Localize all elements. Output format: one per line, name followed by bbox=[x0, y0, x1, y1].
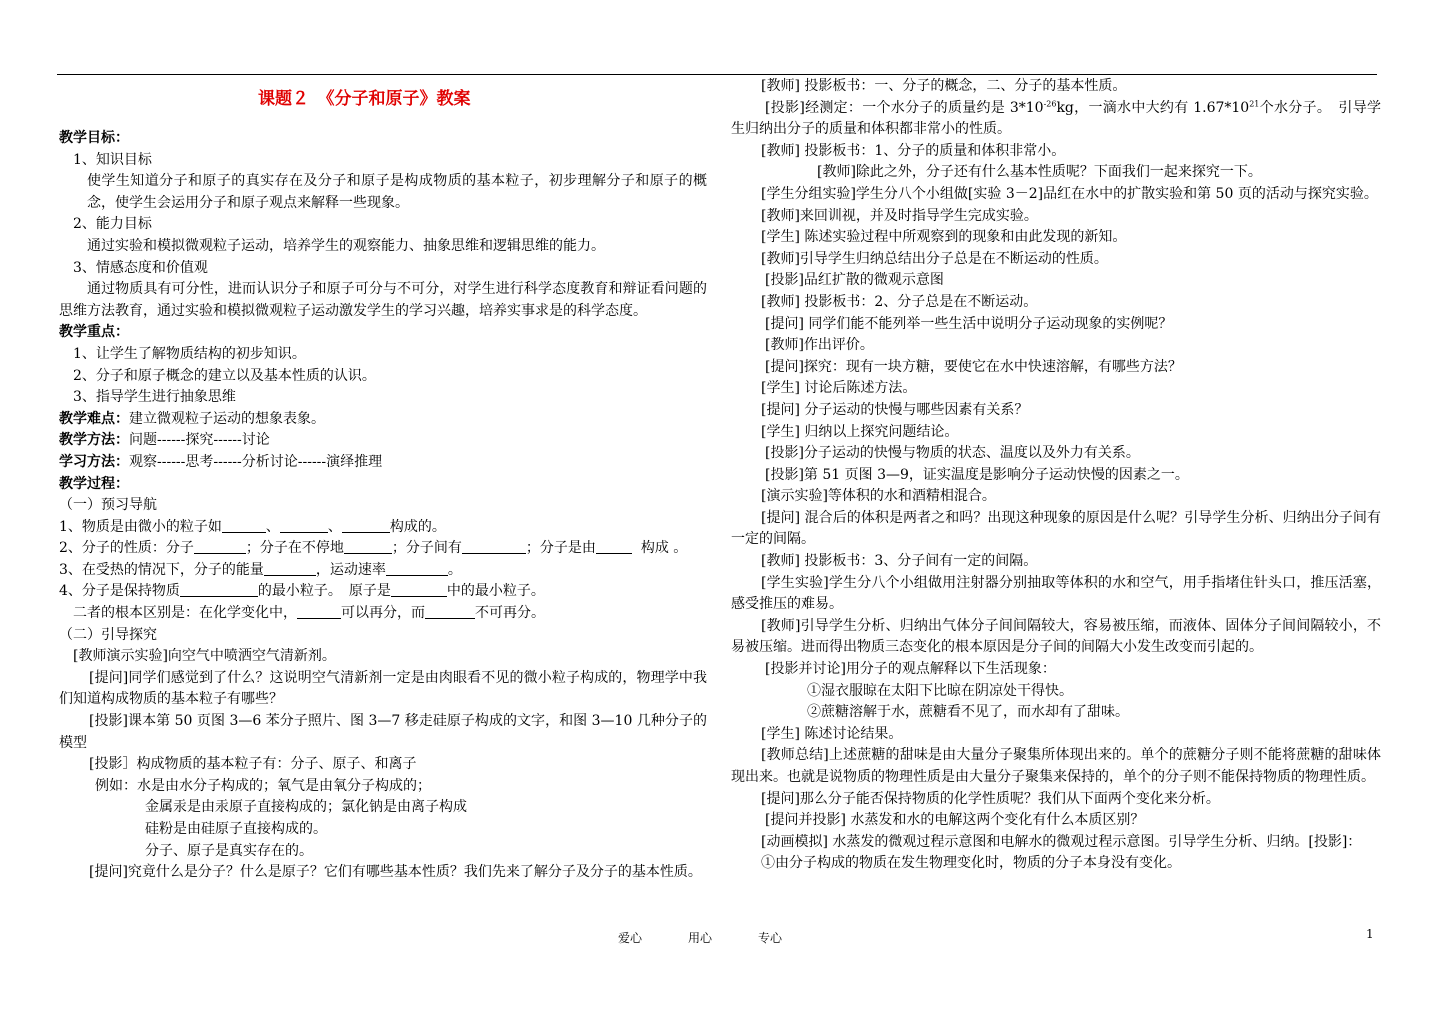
r-line: [动画模拟] 水蒸发的微观过程示意图和电解水的微观过程示意图。引导学生分析、归纳。[投影]： bbox=[761, 833, 1362, 850]
footer-text-3: 专心 bbox=[758, 931, 783, 945]
ask-2: [提问]究竟什么是分子？什么是原子？它们有哪些基本性质？我们先来了解分子及分子的基本性质。 bbox=[89, 864, 702, 881]
projection-2: [投影］构成物质的基本粒子有：分子、原子、和离子 bbox=[89, 756, 417, 773]
process-heading: 教学过程： bbox=[59, 475, 129, 492]
left-column bbox=[59, 76, 707, 884]
study-text: 观察------思考------分析讨论------演绎推理 bbox=[129, 453, 383, 470]
difficulty-text: 建立微观粒子运动的想象表象。 bbox=[129, 410, 325, 427]
r-line: [学生] 归纳以上探究问题结论。 bbox=[761, 423, 959, 440]
r-line: [教师] 投影板书：1、分子的质量和体积非常小。 bbox=[761, 142, 1066, 159]
r-line: [提问]那么分子能否保持物质的化学性质呢？我们从下面两个变化来分析。 bbox=[761, 790, 1220, 807]
blank[interactable] bbox=[180, 582, 258, 597]
page-footer bbox=[618, 929, 828, 946]
key-point-3: 3、指导学生进行抽象思维 bbox=[73, 389, 236, 406]
example-4: 分子、原子是真实存在的。 bbox=[145, 842, 313, 859]
r-line: [演示实验]等体积的水和酒精相混合。 bbox=[761, 488, 996, 505]
r-line: [教师总结]上述蔗糖的甜味是由大量分子聚集所体现出来的。单个的蔗糖分子则不能将蔗糖的甜味体现出来。也就是说物质的物理性质是由大量分子聚集来保持的，单个的分子则不能保持物质的物理性质。 bbox=[731, 747, 1381, 785]
example-3: 硅粉是由硅原子直接构成的。 bbox=[145, 821, 327, 837]
goal2-text: 通过实验和模拟微观粒子运动，培养学生的观察能力、抽象思维和逻辑思维的能力。 bbox=[87, 237, 605, 254]
blank[interactable] bbox=[222, 518, 266, 533]
r-line: [教师]作出评价。 bbox=[765, 337, 874, 354]
page-number: 1 bbox=[1366, 927, 1374, 941]
key-point-2: 2、分子和原子概念的建立以及基本性质的认识。 bbox=[73, 367, 376, 384]
r-line: ①由分子构成的物质在发生物理变化时，物质的分子本身没有变化。 bbox=[761, 855, 1181, 872]
blank[interactable] bbox=[462, 539, 526, 554]
r-line: ②蔗糖溶解于水，蔗糖看不见了，而水却有了甜味。 bbox=[807, 704, 1129, 721]
example-1: 例如：水是由水分子构成的；氧气是由氧分子构成的； bbox=[95, 777, 431, 794]
r-line: [投影]第 51 页图 3—9，证实温度是影响分子运动快慢的因素之一。 bbox=[765, 466, 1189, 483]
r-line: [提问]探究：现有一块方糖，要使它在水中快速溶解，有哪些方法？ bbox=[765, 358, 1182, 375]
demo-line: [教师演示实验]向空气中喷洒空气清新剂。 bbox=[73, 648, 336, 665]
example-2: 金属汞是由汞原子直接构成的；氯化钠是由离子构成 bbox=[145, 799, 467, 816]
r-line: [学生实验]学生分八个小组做用注射器分别抽取等体积的水和空气，用手指堵住针头口，推压活塞，感受推压的难易。 bbox=[731, 574, 1381, 613]
difficulty-label: 教学难点： bbox=[59, 410, 129, 427]
blank[interactable] bbox=[386, 561, 448, 576]
r-line: [学生] 讨论后陈述方法。 bbox=[761, 380, 917, 397]
method-text: 问题------探究------讨论 bbox=[129, 432, 270, 449]
right-column bbox=[731, 76, 1381, 875]
blank[interactable] bbox=[342, 518, 390, 533]
r-line: [学生] 陈述讨论结果。 bbox=[761, 725, 903, 742]
r-line: [教师]除此之外，分子还有什么基本性质呢？下面我们一起来探究一下。 bbox=[817, 164, 1262, 181]
method-label: 教学方法： bbox=[59, 432, 129, 449]
projection-1: [投影]课本第 50 页图 3—6 苯分子照片、图 3—7 移走硅原子构成的文字，和图 3—10 几种分子的模型 bbox=[59, 713, 707, 751]
goal2-heading: 2、能力目标 bbox=[73, 216, 152, 233]
r-line: [投影]品红扩散的微观示意图 bbox=[765, 272, 944, 289]
blank[interactable] bbox=[425, 604, 475, 619]
guide-heading: （二）引导探究 bbox=[59, 626, 157, 643]
r-line: [提问并投影] 水蒸发和水的电解这两个变化有什么本质区别？ bbox=[765, 812, 1145, 829]
r-line: [投影]经测定：一个水分子的质量约是 $3*10^{-26}kg$，一滴水中大约有 $1.67*10^{21}$个水分子。 引导学生归纳出分子的质量和体积都非常小的性质。 bbox=[731, 98, 1381, 138]
question-5: 二者的根本区别是：在化学变化中， 可以再分，而 不可再分。 bbox=[73, 605, 545, 622]
key-point-1: 1、让学生了解物质结构的初步知识。 bbox=[73, 345, 306, 362]
r-line: [教师]来回训视，并及时指导学生完成实验。 bbox=[761, 207, 1038, 224]
question-4: 4、分子是保持物质 的最小粒子。 原子是 中的最小粒子。 bbox=[59, 583, 545, 600]
r-line: [学生分组实验]学生分八个小组做[实验 3－2]品红在水中的扩散实验和第 50 页的活动与探究实验。 bbox=[761, 185, 1378, 202]
r-line: [教师]引导学生归纳总结出分子总是在不断运动的性质。 bbox=[761, 250, 1108, 267]
difficulty-line bbox=[59, 409, 707, 431]
footer-text-2: 用心 bbox=[688, 931, 713, 945]
document-title: 课题２ 《分子和原子》教案 bbox=[258, 89, 471, 109]
blank[interactable] bbox=[194, 539, 246, 554]
r-line: [提问] 分子运动的快慢与哪些因素有关系？ bbox=[761, 401, 1029, 418]
blank[interactable] bbox=[264, 561, 316, 576]
goal3-text: 通过物质具有可分性，进而认识分子和原子可分与不可分，对学生进行科学态度教育和辩证看问题的思维方法教育，通过实验和模拟微观粒子运动激发学生的学习兴趣，培养实事求是的科学态度。 bbox=[59, 281, 707, 319]
r-line: [投影并讨论]用分子的观点解释以下生活现象： bbox=[765, 661, 1056, 678]
footer-text-1: 爱心 bbox=[618, 931, 643, 945]
r-line: [教师] 投影板书：2、分子总是在不断运动。 bbox=[761, 293, 1038, 310]
blank[interactable] bbox=[391, 582, 447, 597]
blank[interactable] bbox=[344, 539, 392, 554]
question-3: 3、在受热的情况下，分子的能量 ，运动速率 。 bbox=[59, 561, 462, 578]
r-line: [教师] 投影板书：一、分子的概念，二、分子的基本性质。 bbox=[761, 78, 1127, 94]
r-line: ①湿衣服晾在太阳下比晾在阴凉处干得快。 bbox=[807, 682, 1073, 699]
r-line: [教师]引导学生分析、归纳出气体分子间间隔较大，容易被压缩，而液体、固体分子间间隔较小，不易被压缩。进而得出物质三态变化的根本原因是分子间的间隔大小发生改变而引起的。 bbox=[731, 617, 1381, 656]
goal1-text: 使学生知道分子和原子的真实存在及分子和原子是构成物质的基本粒子，初步理解分子和原子的概念，使学生会运用分子和原子观点来解释一些现象。 bbox=[87, 173, 707, 211]
question-2: 2、分子的性质：分子 ；分子在不停地 ；分子间有 ；分子是由 构成 。 bbox=[59, 540, 688, 557]
key-heading: 教学重点： bbox=[59, 324, 129, 341]
goals-heading: 教学目标： bbox=[59, 130, 129, 146]
blank[interactable] bbox=[280, 518, 328, 533]
top-rule bbox=[57, 74, 1377, 75]
goal3-heading: 3、情感态度和价值观 bbox=[73, 259, 208, 276]
r-line: [学生] 陈述实验过程中所观察到的现象和由此发现的新知。 bbox=[761, 229, 1127, 246]
question-1: 1、物质是由微小的粒子如 、 、 构成的。 bbox=[59, 518, 446, 535]
r-line: [教师] 投影板书：3、分子间有一定的间隔。 bbox=[761, 553, 1038, 570]
method-line bbox=[59, 430, 707, 452]
study-label: 学习方法： bbox=[59, 453, 129, 470]
study-line bbox=[59, 452, 707, 474]
r-line: [投影]分子运动的快慢与物质的状态、温度以及外力有关系。 bbox=[765, 445, 1140, 462]
blank[interactable] bbox=[596, 539, 632, 554]
blank[interactable] bbox=[297, 604, 341, 619]
goal1-heading: 1、知识目标 bbox=[73, 151, 152, 168]
r-line: [提问] 同学们能不能列举一些生活中说明分子运动现象的实例呢？ bbox=[765, 315, 1173, 332]
r-line: [提问] 混合后的体积是两者之和吗？出现这种现象的原因是什么呢？引导学生分析、归纳出分子间有一定的间隔。 bbox=[731, 509, 1381, 548]
ask-1: [提问]同学们感觉到了什么？这说明空气清新剂一定是由肉眼看不见的微小粒子构成的，物理学中我们知道构成物质的基本粒子有哪些？ bbox=[59, 669, 707, 708]
preview-heading: （一）预习导航 bbox=[59, 497, 157, 514]
